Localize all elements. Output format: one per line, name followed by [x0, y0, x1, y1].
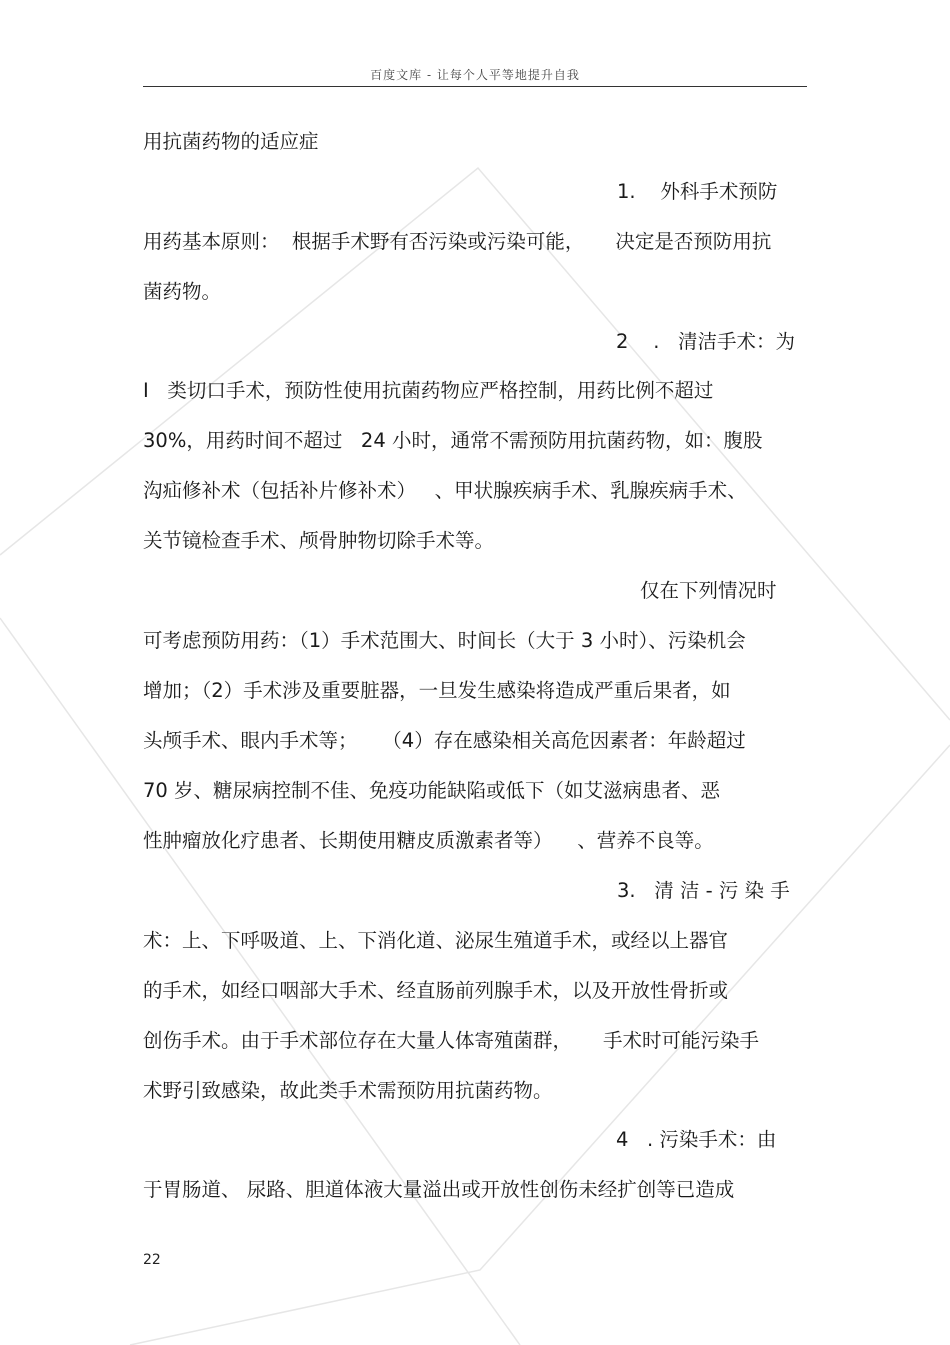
text-line: 1. 外科手术预防: [617, 180, 778, 203]
header-rule: [143, 86, 807, 87]
text-line: 菌药物。: [143, 280, 222, 303]
text-line: 关节镜检查手术、颅骨肿物切除手术等。: [143, 529, 495, 552]
text-line: 沟疝修补术（包括补片修补术） 、甲状腺疾病手术、乳腺疾病手术、: [143, 479, 747, 502]
text-line: 70 岁、糖尿病控制不佳、免疫功能缺陷或低下（如艾滋病患者、恶: [143, 779, 721, 802]
text-line: 4 . 污染手术：由: [616, 1128, 777, 1151]
text-line: 仅在下列情况时: [640, 579, 777, 602]
page-number: 22: [143, 1252, 161, 1268]
section-heading: 用抗菌药物的适应症: [143, 130, 319, 153]
text-line: 30%，用药时间不超过 24 小时，通常不需预防用抗菌药物，如：腹股: [143, 429, 763, 452]
text-line: 可考虑预防用药：（1）手术范围大、时间长（大于 3 小时）、污染机会: [143, 629, 746, 652]
text-line: 2 . 清洁手术：为: [616, 330, 795, 353]
text-line: 术野引致感染，故此类手术需预防用抗菌药物。: [143, 1079, 553, 1102]
text-line: 头颅手术、眼内手术等； （4）存在感染相关高危因素者：年龄超过: [143, 729, 746, 752]
text-line: 的手术，如经口咽部大手术、经直肠前列腺手术，以及开放性骨折或: [143, 979, 729, 1002]
text-line: 3. 清 洁 - 污 染 手: [617, 879, 790, 902]
text-line: 术：上、下呼吸道、上、下消化道、泌尿生殖道手术，或经以上器官: [143, 929, 729, 952]
text-line: 于胃肠道、 尿路、胆道体液大量溢出或开放性创伤未经扩创等已造成: [143, 1178, 735, 1201]
page-header: 百度文库 - 让每个人平等地提升自我: [370, 68, 580, 82]
text-line: 性肿瘤放化疗患者、长期使用糖皮质激素者等） 、营养不良等。: [143, 829, 714, 852]
text-line: I 类切口手术，预防性使用抗菌药物应严格控制，用药比例不超过: [143, 379, 714, 402]
text-line: 增加；（2）手术涉及重要脏器，一旦发生感染将造成严重后果者，如: [143, 679, 731, 702]
text-line: 创伤手术。由于手术部位存在大量人体寄殖菌群， 手术时可能污染手: [143, 1029, 759, 1052]
text-line: 用药基本原则： 根据手术野有否污染或污染可能， 决定是否预防用抗: [143, 230, 772, 253]
